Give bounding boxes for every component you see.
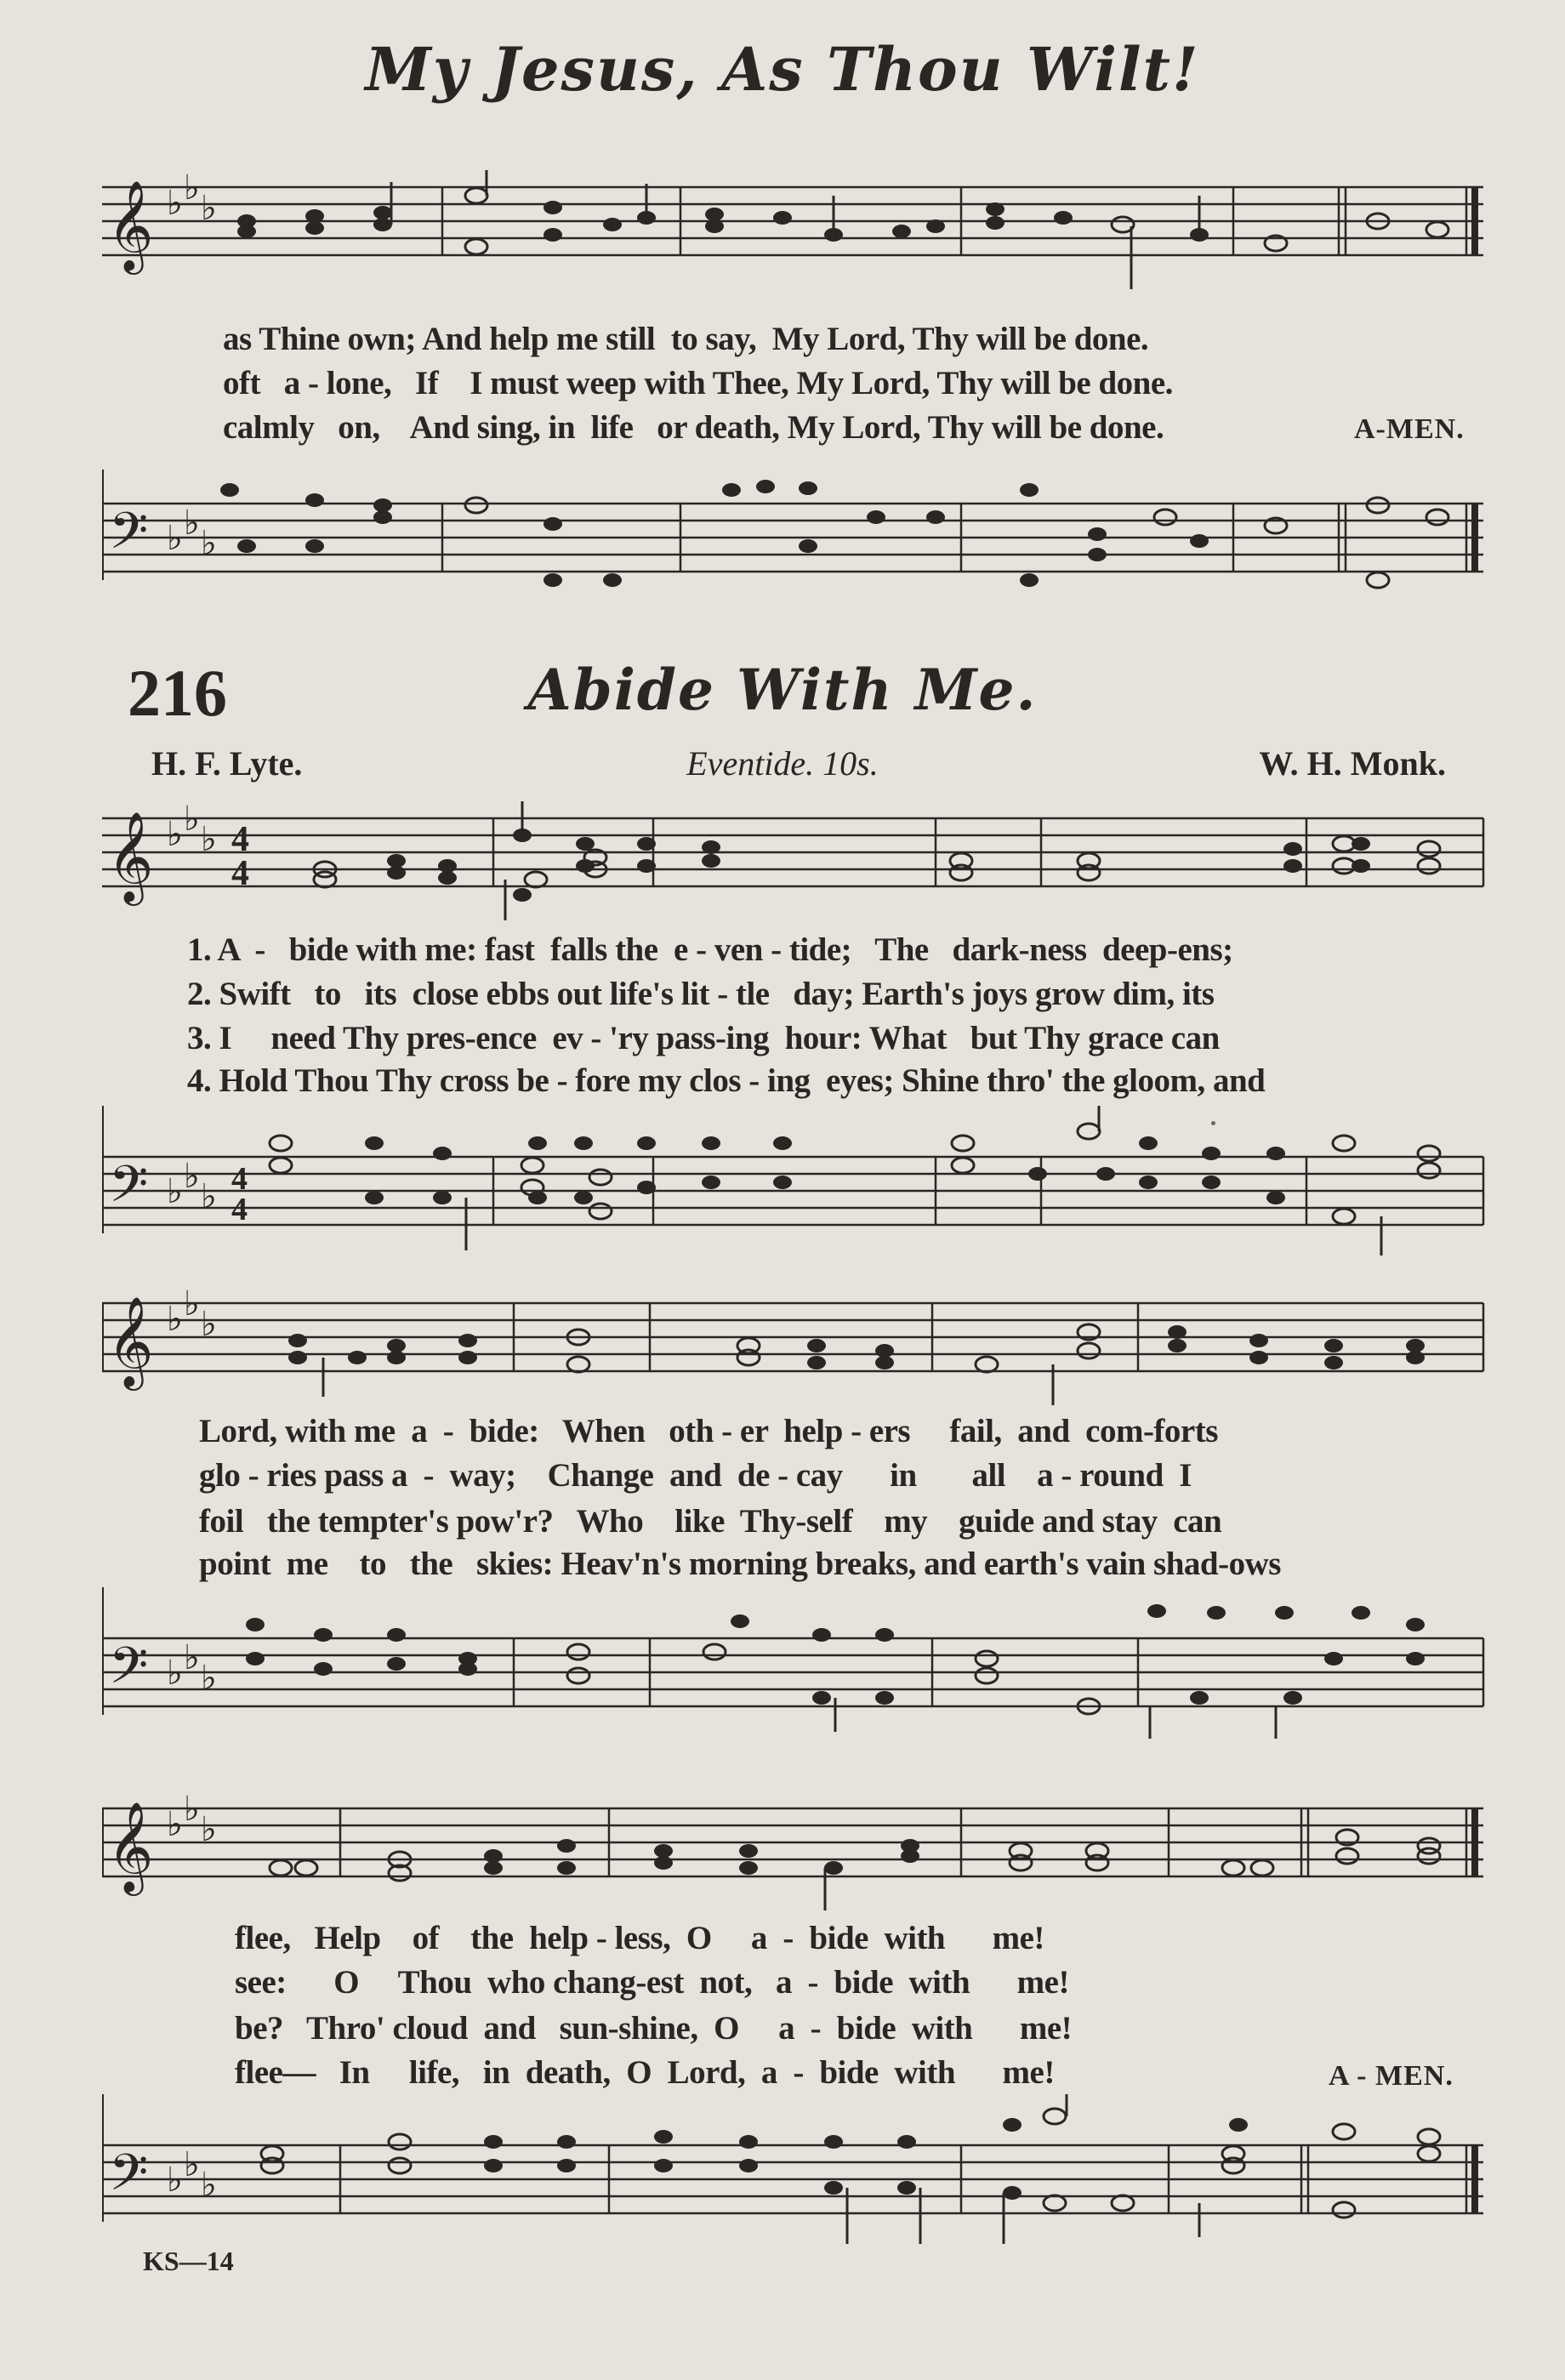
svg-text:♭: ♭ [167, 1805, 183, 1843]
system1-bass-staff [102, 1106, 1487, 1259]
svg-text:♭: ♭ [167, 2161, 183, 2199]
svg-text:𝄢: 𝄢 [109, 2143, 149, 2214]
system3-bass-staff [102, 2094, 1487, 2247]
composer-credit: W. H. Monk. [1259, 744, 1446, 783]
svg-text:𝄞: 𝄞 [107, 1801, 154, 1892]
system1-verse2: 2. Swift to its close ebbs out life's lit - tle day; Earth's joys grow dim, its [187, 976, 1215, 1012]
svg-text:4: 4 [231, 820, 249, 859]
top-amen: A-MEN. [1354, 413, 1465, 445]
svg-text:4: 4 [231, 1192, 248, 1227]
top-treble-staff [102, 170, 1487, 306]
svg-text:♭: ♭ [201, 1177, 217, 1216]
system2-verse3: foil the tempter's pow'r? Who like Thy-self my guide and stay can [199, 1503, 1222, 1540]
system2-verse4: point me to the skies: Heav'n's morning breaks, and earth's vain shad-ows [199, 1546, 1281, 1582]
top-lyric-line: calmly on, And sing, in life or death, My Lord, Thy will be done. [223, 409, 1164, 446]
svg-text:♭: ♭ [201, 524, 217, 562]
svg-text:𝄢: 𝄢 [109, 501, 149, 572]
svg-text:♭: ♭ [201, 189, 217, 227]
svg-text:♭: ♭ [184, 504, 200, 542]
svg-text:4: 4 [231, 1161, 248, 1197]
svg-text:♭: ♭ [201, 820, 217, 858]
svg-text:♭: ♭ [167, 1300, 183, 1338]
svg-text:♭: ♭ [201, 1659, 217, 1697]
svg-text:♭: ♭ [167, 1654, 183, 1692]
tune-name: Eventide. 10s. [686, 744, 879, 783]
svg-text:♭: ♭ [184, 1791, 200, 1828]
paper-speck [1211, 1121, 1215, 1125]
svg-text:𝄢: 𝄢 [109, 1154, 149, 1226]
svg-text:𝄢: 𝄢 [109, 1636, 149, 1707]
svg-text:♭: ♭ [167, 1172, 183, 1210]
svg-text:♭: ♭ [184, 170, 200, 207]
svg-text:♭: ♭ [184, 1157, 200, 1195]
svg-text:♭: ♭ [184, 801, 200, 838]
system3-verse2: see: O Thou who chang-est not, a - bide with me! [235, 1964, 1069, 2001]
svg-text:♭: ♭ [167, 184, 183, 222]
svg-text:♭: ♭ [184, 2145, 200, 2184]
svg-text:𝄞: 𝄞 [107, 1295, 154, 1386]
system3-verse4: flee— In life, in death, O Lord, a - bide with me! [235, 2054, 1055, 2091]
system1-verse3: 3. I need Thy pres-ence ev - 'ry pass-ing hour: What but Thy grace can [187, 1020, 1220, 1056]
system2-verse2: glo - ries pass a - way; Change and de - cay in all a - round I [199, 1457, 1192, 1494]
system1-verse1: 1. A - bide with me: fast falls the e - ven - tide; The dark-ness deep-ens; [187, 931, 1233, 968]
system1-treble-staff [102, 801, 1487, 929]
lyricist-credit: H. F. Lyte. [151, 744, 303, 783]
hymn-title: Abide With Me. [527, 657, 1038, 723]
system1-verse4: 4. Hold Thou Thy cross be - fore my clos - ing eyes; Shine thro' the gloom, and [187, 1062, 1266, 1099]
system2-verse1: Lord, with me a - bide: When oth - er help - ers fail, and com-forts [199, 1413, 1218, 1449]
hymn-number: 216 [128, 656, 227, 730]
svg-text:𝄞: 𝄞 [107, 179, 154, 270]
top-lyric-line: oft a - lone, If I must weep with Thee, My Lord, Thy will be done. [223, 365, 1173, 401]
svg-text:♭: ♭ [201, 2166, 217, 2204]
svg-text:♭: ♭ [184, 1286, 200, 1323]
system2-treble-staff [102, 1286, 1487, 1422]
svg-text:♭: ♭ [167, 519, 183, 557]
svg-text:4: 4 [231, 854, 249, 893]
svg-text:♭: ♭ [201, 1305, 217, 1343]
svg-text:𝄞: 𝄞 [107, 811, 154, 902]
footer-mark: KS—14 [143, 2246, 234, 2276]
svg-text:♭: ♭ [201, 1810, 217, 1848]
system3-verse1: flee, Help of the help - less, O a - bide with me! [235, 1920, 1044, 1956]
system3-amen: A - MEN. [1329, 2060, 1454, 2092]
svg-text:♭: ♭ [184, 1638, 200, 1677]
system3-verse3: be? Thro' cloud and sun-shine, O a - bide with me! [235, 2010, 1073, 2047]
top-bass-staff [102, 470, 1487, 614]
system2-bass-staff [102, 1587, 1487, 1740]
top-lyric-line: as Thine own; And help me still to say, My Lord, Thy will be done. [223, 321, 1149, 357]
svg-text:♭: ♭ [167, 815, 183, 853]
system3-treble-staff [102, 1791, 1487, 1927]
top-hymn-title: My Jesus, As Thou Wilt! [365, 34, 1200, 105]
